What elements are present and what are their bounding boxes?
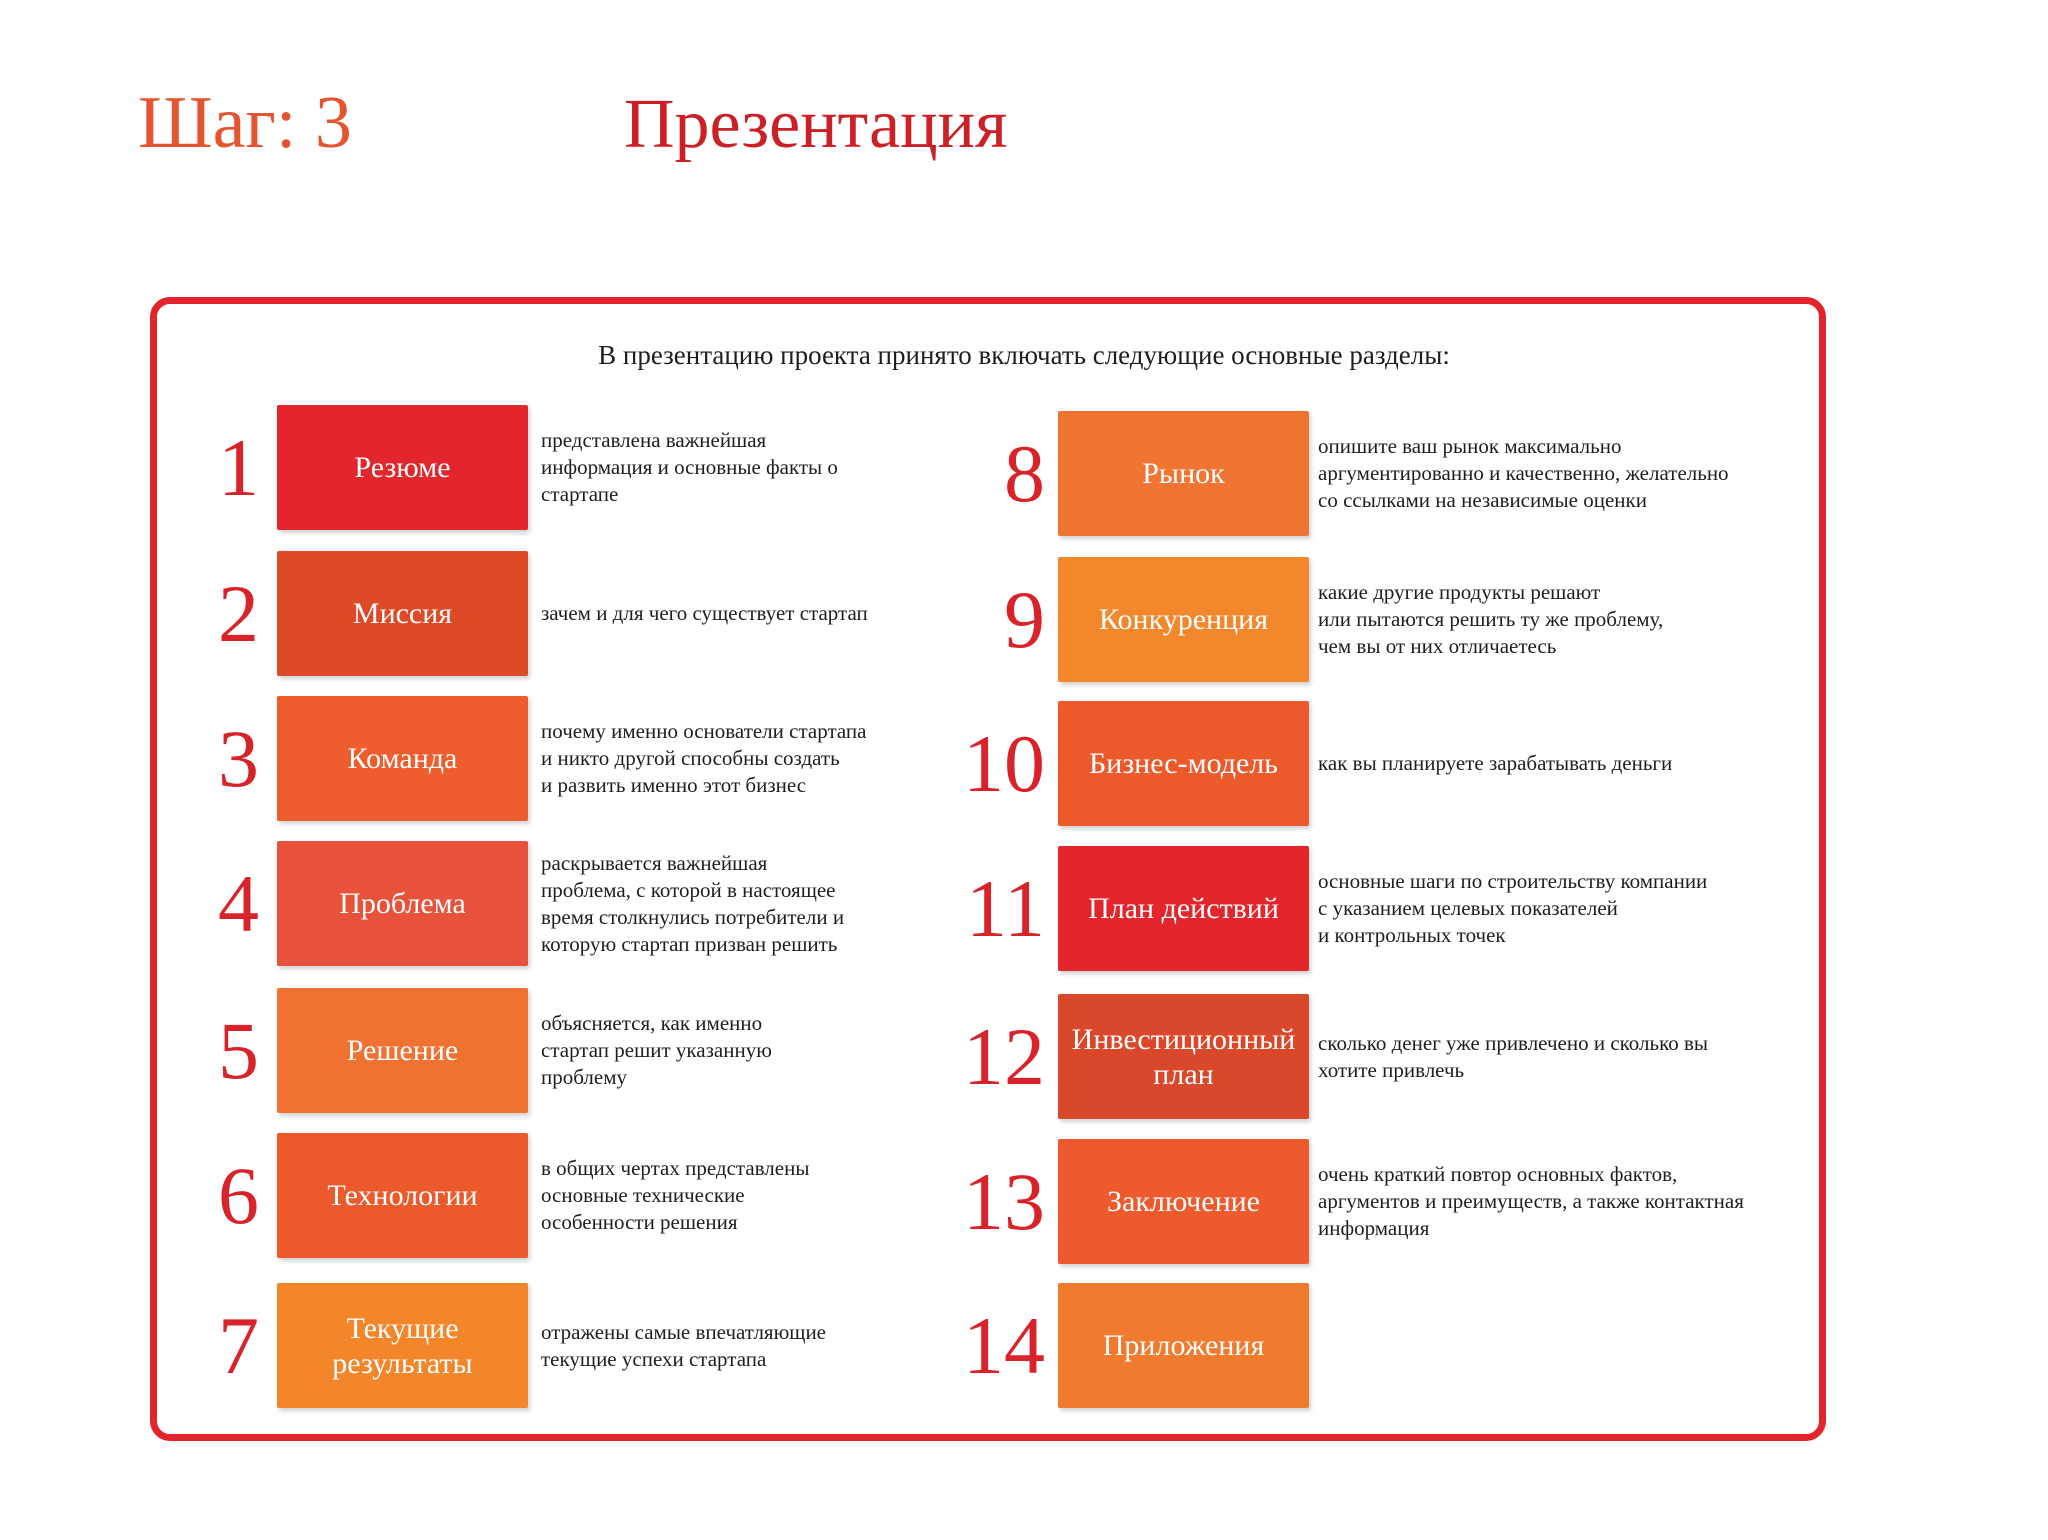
section-number: 14 xyxy=(963,1300,1045,1391)
section-number: 11 xyxy=(966,863,1045,954)
section-description: как вы планируете зарабатывать деньги xyxy=(1318,751,1673,775)
section-title-box: Инвестиционный план xyxy=(1058,994,1309,1119)
section-number: 5 xyxy=(218,1005,259,1096)
section-title-box: Проблема xyxy=(277,841,528,966)
section-description: сколько денег уже привлечено и сколько вы хотите привлечь xyxy=(1318,1030,1708,1082)
section-title-box: План действий xyxy=(1058,846,1309,971)
section-number: 9 xyxy=(1004,574,1045,665)
step-label: Шаг: 3 xyxy=(138,82,352,164)
section-title-box: Конкуренция xyxy=(1058,557,1309,682)
intro-text: В презентацию проекта принято включать следующие основные разделы: xyxy=(598,340,1450,370)
section-number: 4 xyxy=(218,858,259,949)
section-title-box: Решение xyxy=(277,988,528,1113)
section-number: 12 xyxy=(963,1011,1045,1102)
section-title-box: Технологии xyxy=(277,1133,528,1258)
section-description: зачем и для чего существует стартап xyxy=(541,601,868,625)
section-number: 10 xyxy=(963,718,1045,809)
section-title-box: Приложения xyxy=(1058,1283,1309,1408)
section-number: 13 xyxy=(963,1156,1045,1247)
section-description: опишите ваш рынок максимально аргументированно и качественно, желательно со ссылками на независимые оценки xyxy=(1318,434,1729,512)
section-title-box: Рынок xyxy=(1058,411,1309,536)
section-title-box: Бизнес-модель xyxy=(1058,701,1309,826)
section-title-box: Резюме xyxy=(277,405,528,530)
section-title-box: Команда xyxy=(277,696,528,821)
page-title: Презентация xyxy=(624,86,1008,163)
section-description: отражены самые впечатляющие текущие успехи стартапа xyxy=(541,1319,826,1371)
section-title-box: Миссия xyxy=(277,551,528,676)
section-number: 7 xyxy=(218,1300,259,1391)
section-number: 2 xyxy=(218,568,259,659)
section-description: какие другие продукты решают или пытаются решить ту же проблему, чем вы от них отличаетесь xyxy=(1318,580,1664,658)
section-description: объясняется, как именно стартап решит указанную проблему xyxy=(541,1011,772,1089)
section-number: 1 xyxy=(218,422,259,513)
section-description: почему именно основатели стартапа и никто другой способны создать и развить именно этот бизнес xyxy=(541,719,867,797)
section-number: 8 xyxy=(1004,428,1045,519)
section-title-box: Заключение xyxy=(1058,1139,1309,1264)
section-description: очень краткий повтор основных фактов, аргументов и преимуществ, а также контактная информация xyxy=(1318,1162,1744,1240)
section-description: основные шаги по строительству компании с указанием целевых показателей и контрольных точек xyxy=(1318,869,1708,947)
section-description: представлена важнейшая информация и основные факты о стартапе xyxy=(541,428,838,506)
section-description: раскрывается важнейшая проблема, с которой в настоящее время столкнулись потребители и которую стартап призван решить xyxy=(541,850,845,956)
section-title-box: Текущие результаты xyxy=(277,1283,528,1408)
section-number: 3 xyxy=(218,713,259,804)
section-number: 6 xyxy=(218,1150,259,1241)
section-description: в общих чертах представлены основные технические особенности решения xyxy=(541,1156,810,1234)
